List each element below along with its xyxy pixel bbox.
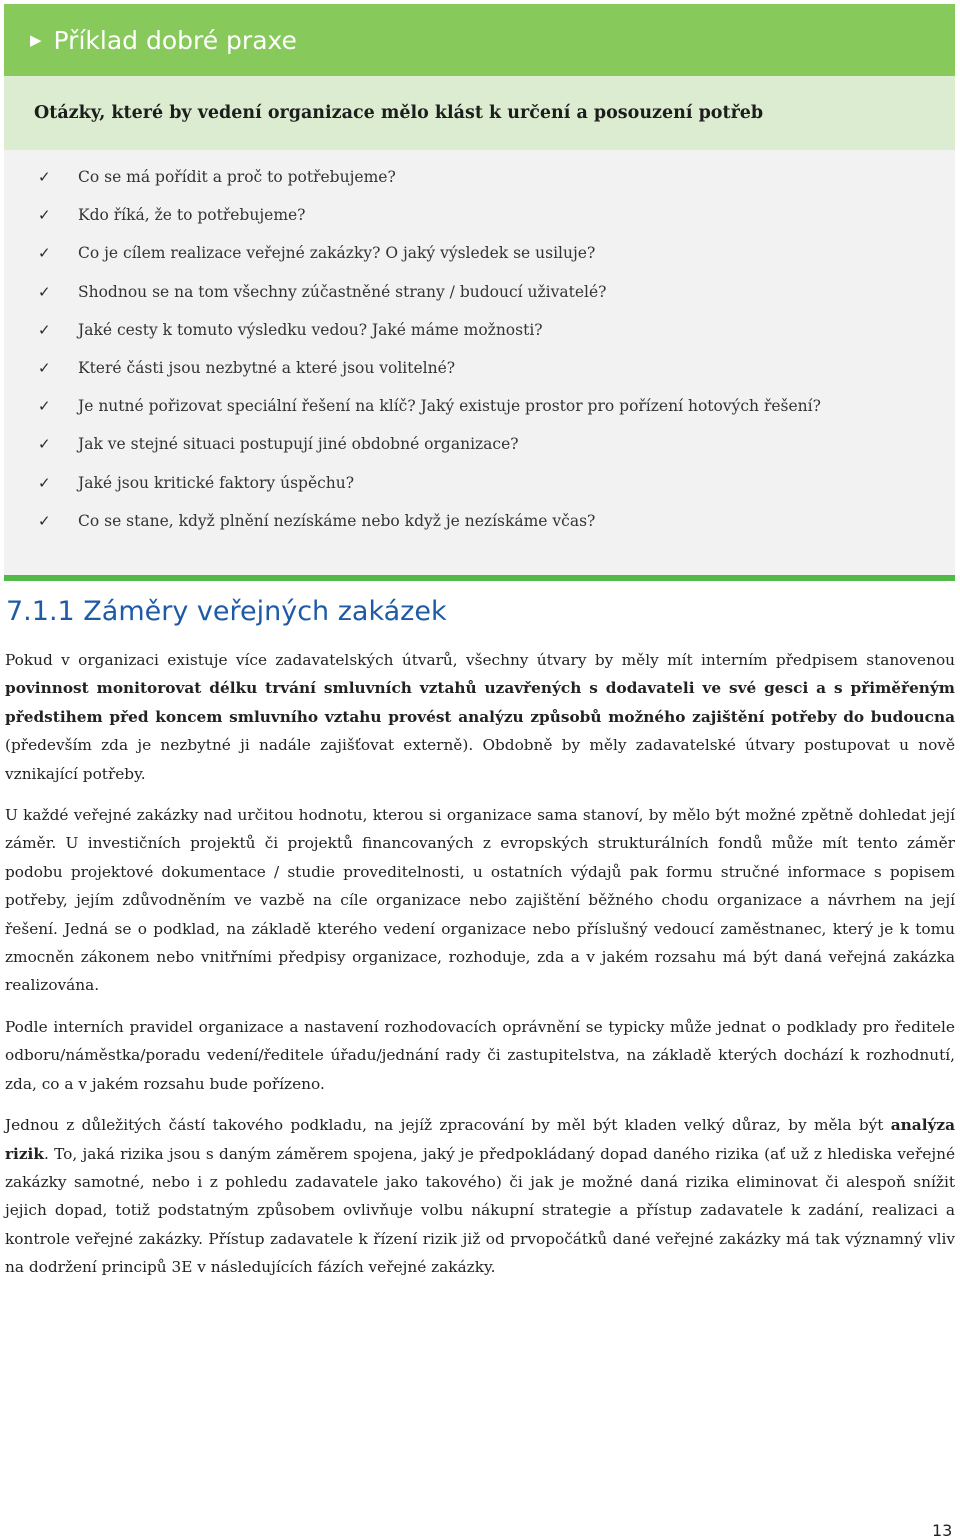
- box-subtitle: Otázky, které by vedení organizace mělo klást k určení a posouzení potřeb: [4, 76, 955, 150]
- list-item: [4, 349, 955, 387]
- list-item: [4, 273, 955, 311]
- list-item: [4, 387, 955, 425]
- question-text: Shodnou se na tom všechny zúčastněné strany / budoucí uživatelé?: [78, 282, 607, 301]
- list-item: [4, 311, 955, 349]
- question-text: Co se má pořídit a proč to potřebujeme?: [78, 168, 396, 187]
- check-icon: ✓: [38, 397, 51, 416]
- question-text: Jak ve stejné situaci postupují jiné obdobné organizace?: [78, 435, 519, 454]
- check-icon: ✓: [38, 206, 51, 225]
- paragraph-1-text-c: (především zda je nezbytné ji nadále zajišťovat externě). Obdobně by měly zadavatelské útvary postupovat u nově vznikající potřeby.: [5, 736, 955, 783]
- paragraph-3: Podle interních pravidel organizace a nastavení rozhodovacích oprávnění se typicky může jednat o podklady pro ředitele odboru/náměstka/poradu vedení/ředitele úřadu/jednání rady či zastupitelstva, na základě kterých dochází k rozhodnutí, zda, co a v jakém rozsahu bude pořízeno.: [5, 1017, 955, 1093]
- list-item: [4, 464, 955, 502]
- box-header: [4, 4, 955, 76]
- list-item: [4, 502, 955, 540]
- paragraph-1-text-a: Pokud v organizaci existuje více zadavatelských útvarů, všechny útvary by měly mít interním předpisem stanovenou: [5, 651, 955, 669]
- check-icon: ✓: [38, 511, 51, 530]
- paragraph-4-text-c: . To, jaká rizika jsou s daným záměrem spojena, jaký je předpokládaný dopad daného rizika (ať už z hlediska veřejné zakázky samotné, nebo i z pohledu zadavatele jako takového) či jak je možné daná rizika eliminovat či alespoň snížit jejich dopad, totiž podstatným způsobem ovlivňuje volbu nákupní strategie a přístup zadavatele k zadání, realizaci a kontrole veřejné zakázky. Přístup zadavatele k řízení rizik již od prvopočátků dané veřejné zakázky má tak významný vliv na dodržení principů 3E v následujících fázích veřejné zakázky.: [5, 1144, 955, 1277]
- paragraph-4-text-a: Jednou z důležitých částí takového podkladu, na jejíž zpracování by měl být kladen velký důraz, by měla být: [5, 1116, 891, 1135]
- check-icon: ✓: [38, 473, 51, 492]
- box-bottom-rule: [4, 575, 955, 581]
- body-text: [5, 646, 955, 1295]
- paragraph-1: [5, 646, 955, 788]
- list-item: [4, 158, 955, 196]
- paragraph-2: U každé veřejné zakázky nad určitou hodnotu, kterou si organizace sama stanoví, by mělo být možné zpětně dohledat její záměr. U investičních projektů či projektů financovaných z evropských strukturálních fondů může mít tento záměr podobu projektové dokumentace / studie proveditelnosti, u ostatních výdajů pak formu stručné informace s popisem potřeby, jejím zdůvodněním ve vazbě na cíle organizace nebo zajištění běžného chodu organizace a návrhem na její řešení. Jedná se o podklad, na základě kterého vedení organizace nebo příslušný vedoucí zaměstnanec, který je k tomu zmocněn zákonem nebo vnitřními předpisy organizace, rozhoduje, zda a v jakém rozsahu má být daná veřejná zakázka realizována.: [5, 806, 955, 995]
- paragraph-4-emphasis: analýza rizik: [5, 1116, 955, 1163]
- box-title: Příklad dobré praxe: [53, 25, 297, 55]
- check-icon: ✓: [38, 435, 51, 454]
- paragraph-1-emphasis: povinnost monitorovat délku trvání smluvních vztahů uzavřených s dodavateli ve své gesci a s přiměřeným předstihem před koncem smluvního vztahu provést analýzu způsobů možného zajištění potřeby do budoucna: [5, 679, 955, 726]
- triangle-right-icon: ▶: [30, 31, 42, 49]
- check-icon: ✓: [38, 359, 51, 378]
- list-item: [4, 425, 955, 463]
- check-icon: ✓: [38, 244, 51, 263]
- list-item: [4, 196, 955, 234]
- question-text: Co je cílem realizace veřejné zakázky? O jaký výsledek se usiluje?: [78, 244, 596, 263]
- check-icon: ✓: [38, 282, 51, 301]
- question-text: Kdo říká, že to potřebujeme?: [78, 206, 306, 225]
- page-number: 13: [932, 1521, 953, 1540]
- question-text: Jaké jsou kritické faktory úspěchu?: [78, 473, 355, 492]
- section-heading: 7.1.1 Záměry veřejných zakázek: [6, 596, 447, 627]
- question-text: Které části jsou nezbytné a které jsou volitelné?: [78, 359, 456, 378]
- check-icon: ✓: [38, 320, 51, 339]
- question-text: Jaké cesty k tomuto výsledku vedou? Jaké máme možnosti?: [78, 320, 543, 339]
- list-item: [4, 234, 955, 272]
- question-text: Je nutné pořizovat speciální řešení na klíč? Jaký existuje prostor pro pořízení hotových řešení?: [78, 397, 821, 416]
- good-practice-box: [4, 4, 955, 576]
- check-icon: ✓: [38, 168, 51, 187]
- paragraph-4: [5, 1111, 955, 1281]
- question-list: [4, 150, 955, 576]
- question-text: Co se stane, když plnění nezískáme nebo když je nezískáme včas?: [78, 511, 596, 530]
